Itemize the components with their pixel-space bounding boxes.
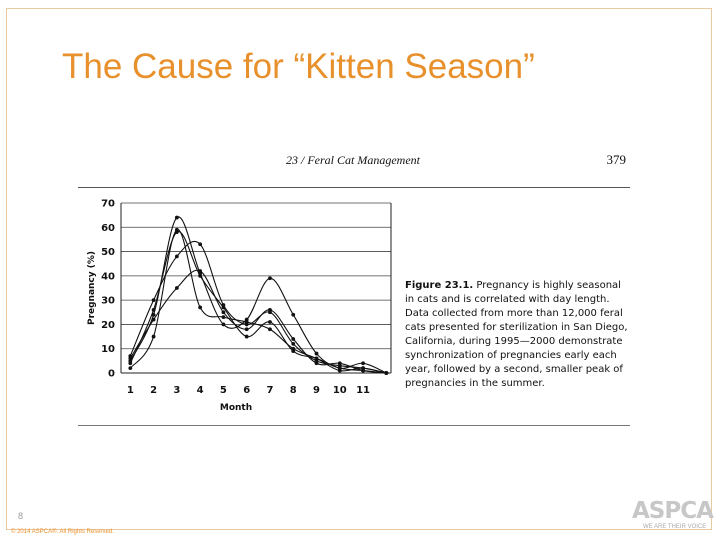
x-tick-label: 4 [196, 385, 204, 396]
data-point [222, 315, 226, 319]
data-point [222, 310, 226, 314]
data-point [338, 361, 342, 365]
series-line [130, 270, 386, 373]
x-tick-label: 3 [173, 385, 181, 396]
y-tick-label: 60 [101, 222, 115, 234]
data-point [245, 320, 249, 324]
data-point [198, 274, 202, 278]
running-head: 23 / Feral Cat Management [286, 153, 420, 167]
data-point [291, 313, 295, 317]
data-point [152, 308, 156, 312]
data-point [268, 276, 272, 280]
data-point [268, 308, 272, 312]
slide-number: 8 [18, 511, 24, 521]
series-line [130, 217, 386, 373]
data-point [128, 357, 132, 361]
data-point [291, 347, 295, 351]
data-point [268, 320, 272, 324]
aspca-logo [632, 498, 714, 534]
data-point [198, 242, 202, 246]
data-point [291, 342, 295, 346]
x-tick-label: 1 [126, 385, 134, 396]
scanned-figure [74, 148, 634, 433]
data-point [128, 361, 132, 365]
caption-label: Figure 23.1. [405, 280, 474, 291]
data-point [222, 323, 226, 327]
data-point [338, 369, 342, 373]
x-tick-label: 6 [243, 385, 251, 396]
data-point [175, 255, 179, 259]
data-point [291, 337, 295, 341]
data-point [198, 306, 202, 310]
data-point [315, 361, 319, 365]
y-axis-label: Pregnancy (%) [87, 250, 97, 326]
book-page-number: 379 [606, 152, 626, 167]
series-line [130, 241, 386, 373]
x-tick-label: 8 [289, 385, 297, 396]
y-tick-label: 40 [101, 271, 115, 283]
x-tick-label: 10 [332, 385, 347, 396]
data-point [315, 357, 319, 361]
data-point [361, 366, 365, 370]
x-axis-label: Month [219, 403, 253, 413]
data-point [152, 318, 156, 322]
slide-title: The Cause for “Kitten Season” [62, 47, 535, 86]
copyright-notice: © 2014 ASPCA®. All Rights Reserved. [11, 529, 114, 535]
x-tick-label: 5 [219, 385, 227, 396]
data-point [175, 216, 179, 220]
x-tick-label: 7 [266, 385, 274, 396]
data-point [245, 335, 249, 339]
series-line [130, 232, 386, 373]
x-tick-label: 11 [356, 385, 371, 396]
y-tick-label: 10 [101, 344, 115, 356]
logo-tagline: WE ARE THEIR VOICE [643, 524, 707, 530]
data-point [222, 306, 226, 310]
x-tick-label: 2 [150, 385, 158, 396]
data-point [152, 335, 156, 339]
data-point [152, 298, 156, 302]
data-point [384, 371, 388, 375]
data-point [361, 361, 365, 365]
caption-text: Pregnancy is highly seasonal in cats and is correlated with day length. Data collected from more than 12,000 feral cats presented for sterilization in San Diego, California, during 1995—2000 demonstrate synchronization of pregnancies early each year, followed by a second, smaller peak of pregnancies in the summer. [405, 280, 628, 389]
y-tick-label: 30 [101, 295, 115, 307]
data-point [245, 327, 249, 331]
page-rule-bottom [78, 425, 630, 426]
data-point [128, 366, 132, 370]
data-point [315, 352, 319, 356]
figure-caption [405, 279, 630, 391]
data-point [198, 269, 202, 273]
y-tick-label: 20 [101, 319, 115, 331]
x-tick-label: 9 [313, 385, 321, 396]
y-tick-label: 0 [108, 368, 115, 380]
y-tick-label: 50 [101, 247, 115, 259]
data-point [175, 286, 179, 290]
data-point [175, 228, 179, 232]
logo-text: ASPCA [632, 498, 713, 524]
y-tick-label: 70 [101, 198, 115, 210]
data-point [268, 327, 272, 331]
